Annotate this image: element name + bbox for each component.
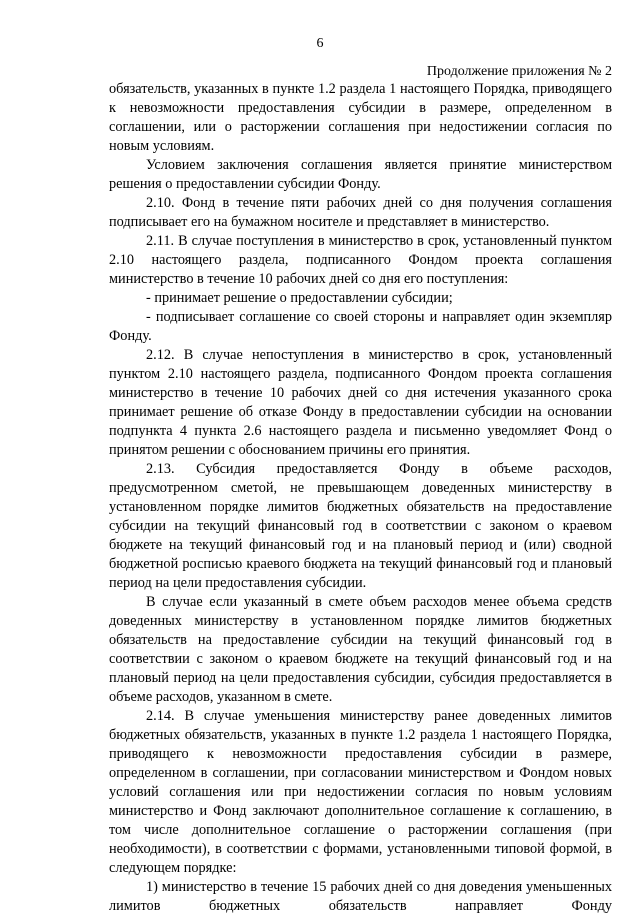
paragraph-continuation: обязательств, указанных в пункте 1.2 раздела 1 настоящего Порядка, приводящего к невозможности предоставления субсидии в размере, определенном в соглашении, или о расторжении соглашения при недостижении согласия по новым условиям. [109,81,612,154]
paragraph-condition: Условием заключения соглашения является принятие министерством решения о предоставлении субсидии Фонду. [109,157,612,192]
list-item-ministry-notice: 1) министерство в течение 15 рабочих дней со дня доведения уменьшенных лимитов бюджетных обязательств направляет Фонду [109,879,612,914]
paragraph-2-11: 2.11. В случае поступления в министерство в срок, установленный пунктом 2.10 настоящего раздела, подписанного Фондом проекта соглашения министерство в течение 10 рабочих дней со дня его поступления: [109,233,612,287]
list-item-signing: - подписывает соглашение со своей стороны и направляет один экземпляр Фонду. [109,309,612,344]
page-number: 6 [316,36,324,51]
annex-continuation-note: Продолжение приложения № 2 [426,64,612,79]
paragraph-estimate: В случае если указанный в смете объем расходов менее объема средств доведенных министерству в установленном порядке лимитов бюджетных обязательств на предоставление субсидии на текущий финансовый год в соответствии с законом о краевом бюджете на текущий финансовый год и на плановый период на цели предоставления субсидии, субсидия предоставляется в объеме расходов, указанном в смете. [109,594,612,705]
document-body [109,80,612,916]
list-item-decision: - принимает решение о предоставлении субсидии; [146,290,453,306]
paragraph-2-14: 2.14. В случае уменьшения министерству ранее доведенных лимитов бюджетных обязательств, указанных в пункте 1.2 раздела 1 настоящего Порядка, приводящего к невозможности предоставления субсидии в размере, определенном в соглашении, при согласовании министерством и Фондом новых условий соглашения или при недостижении согласия по новым условиям министерство и Фонд заключают дополнительное соглашение к соглашению, в том числе дополнительное соглашение о расторжении соглашения (при необходимости), в соответствии с формами, установленными типовой формой, в следующем порядке: [109,708,612,876]
paragraph-2-12: 2.12. В случае непоступления в министерство в срок, установленный пунктом 2.10 настоящего раздела, подписанного Фондом проекта соглашения министерство в течение 10 рабочих дней со дня истечения указанного срока принимает решение об отказе Фонду в предоставлении субсидии на основании подпункта 4 пункта 2.6 настоящего раздела и письменно уведомляет Фонд о принятом решении с обоснованием причины его принятия. [109,347,612,458]
paragraph-2-13: 2.13. Субсидия предоставляется Фонду в объеме расходов, предусмотренном сметой, не превышающем доведенных министерству в установленном порядке лимитов бюджетных обязательств на предоставление субсидии на текущий финансовый год в соответствии с законом о краевом бюджете на текущий финансовый год и на плановый период и (или) сводной бюджетной росписью краевого бюджета на текущий финансовый год и плановый период на цели предоставления субсидии. [109,461,612,591]
paragraph-2-10: 2.10. Фонд в течение пяти рабочих дней со дня получения соглашения подписывает его на бумажном носителе и представляет в министерство. [109,195,612,230]
